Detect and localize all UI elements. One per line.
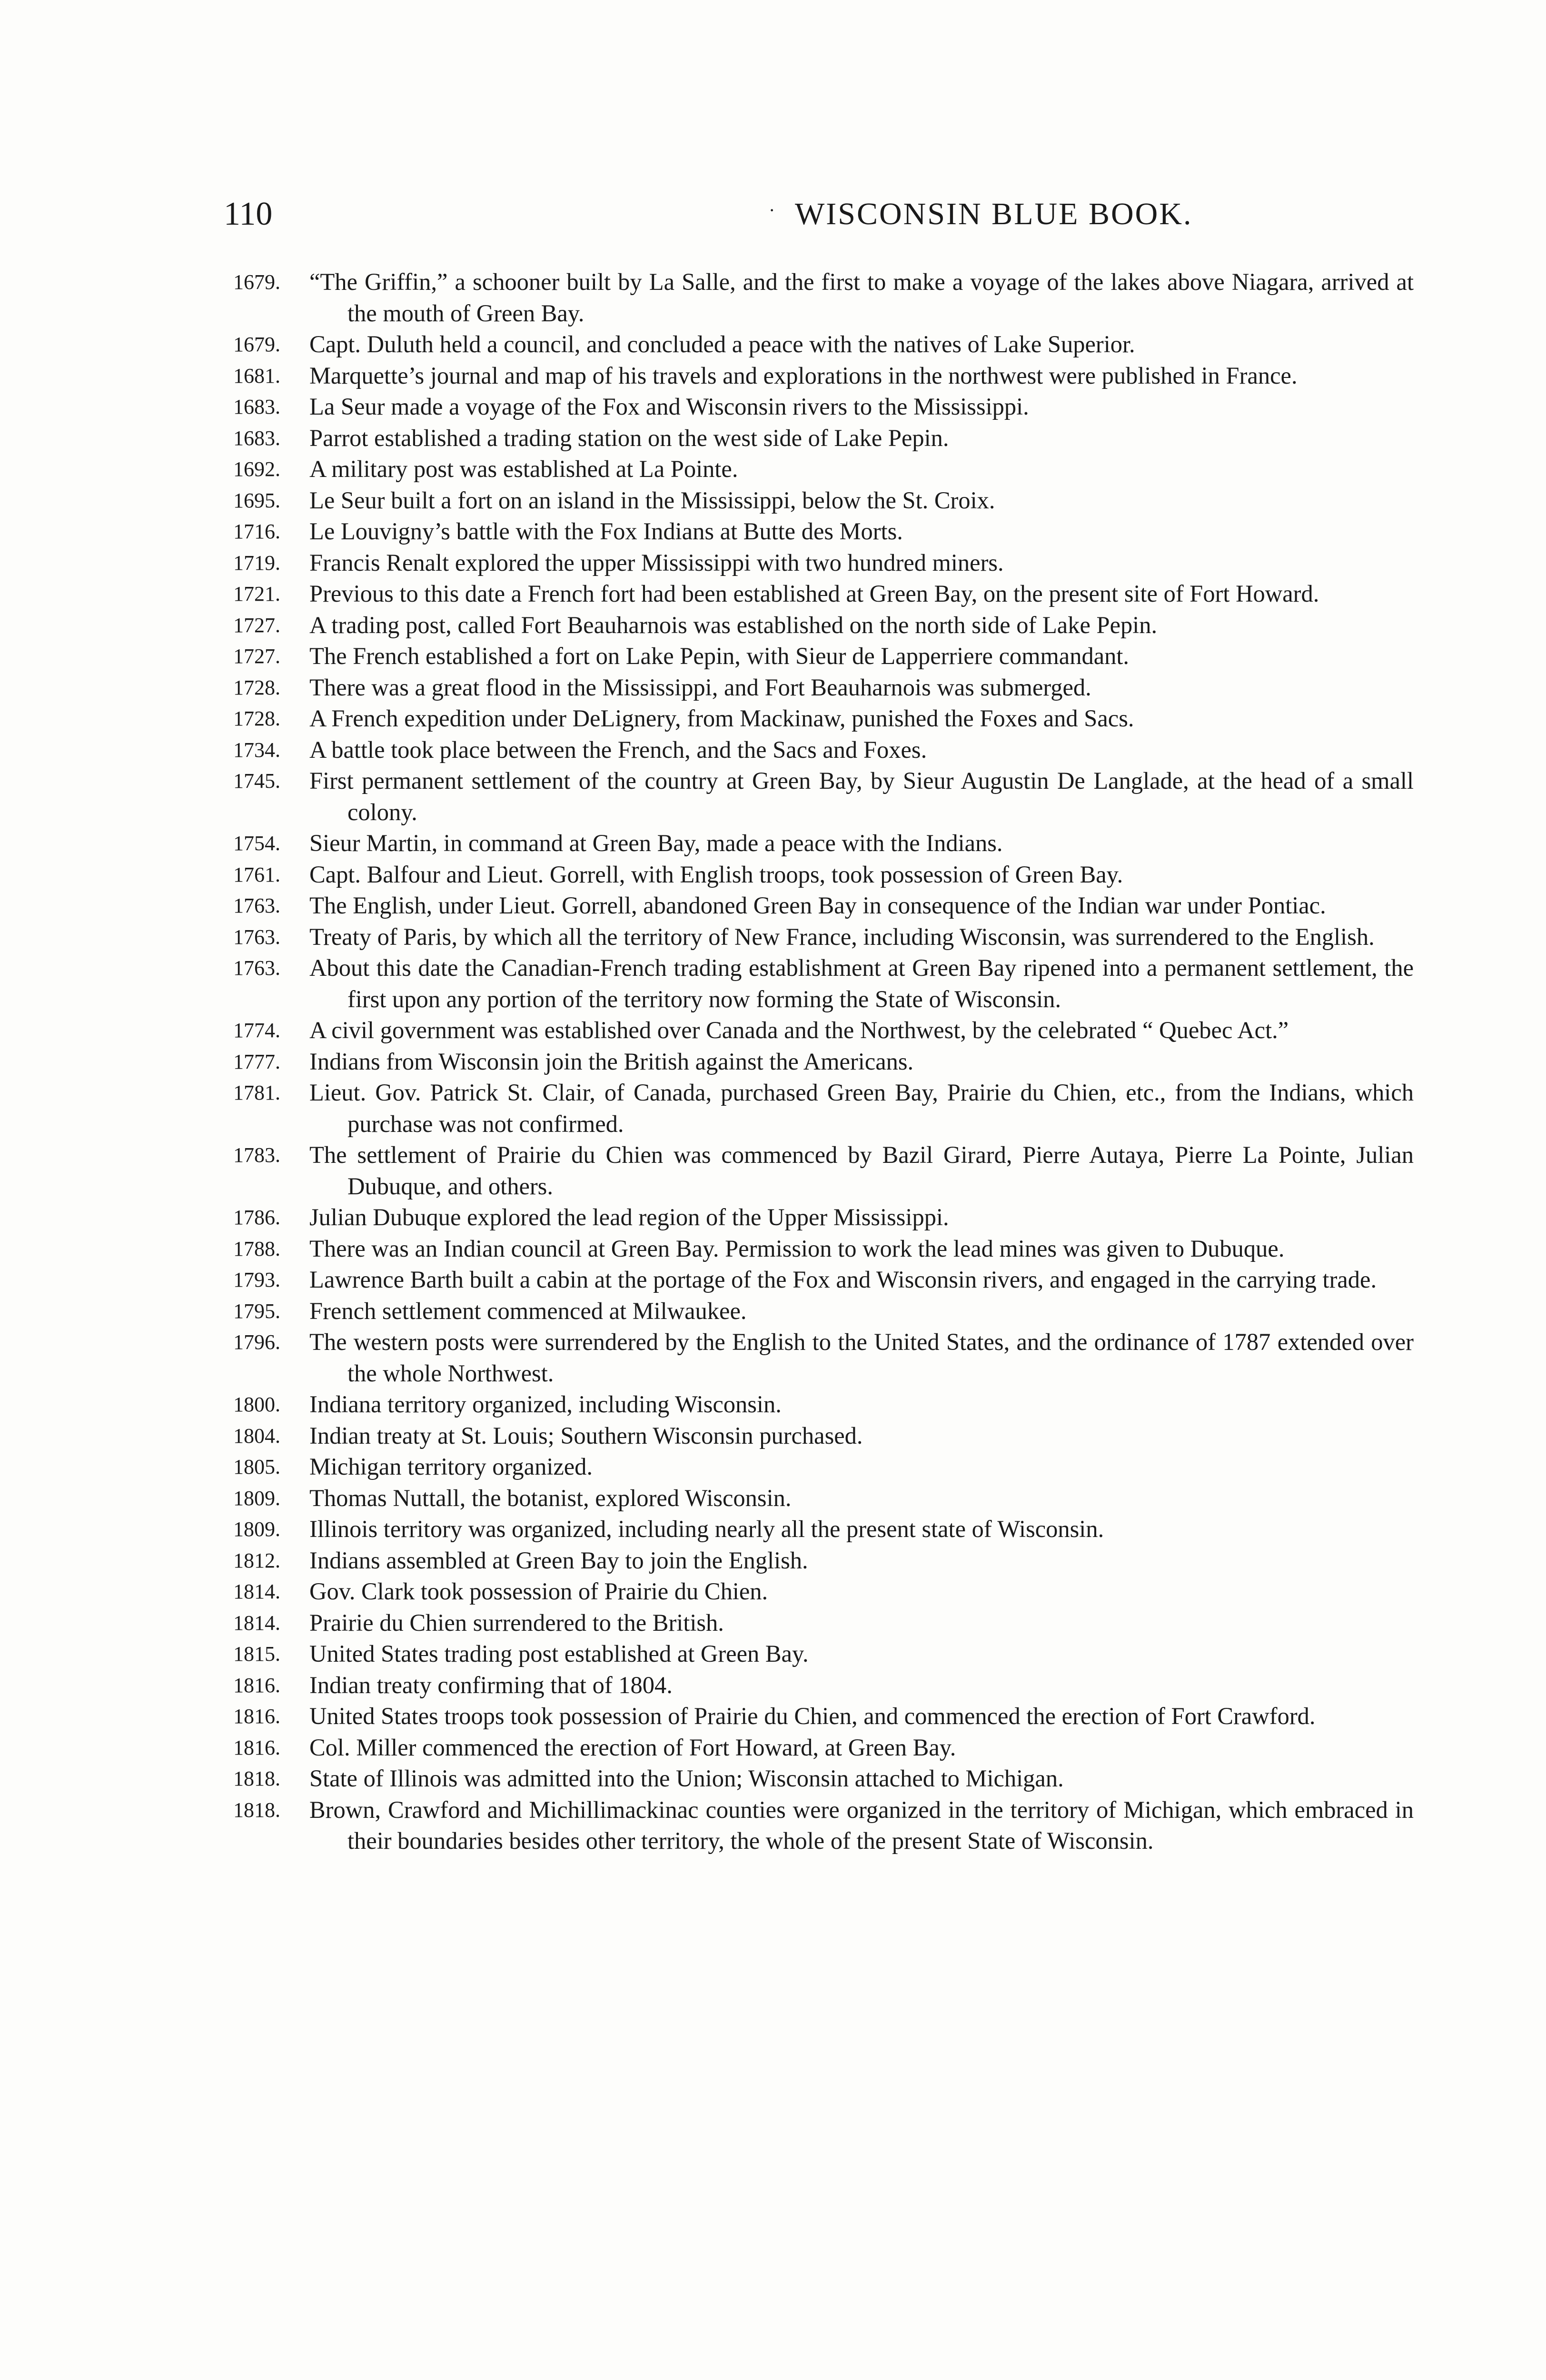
chronology-entry (214, 267, 1414, 329)
entry-text: About this date the Canadian-French trading establishment at Green Bay ripened into a permanent settlement, the first upon any portion of the territory now forming the State of Wisconsin. (309, 954, 1414, 1012)
chronology-entry (214, 922, 1414, 953)
entry-year: 1727. (233, 613, 280, 637)
chronology-list (214, 267, 1414, 1857)
entry-year: 1728. (233, 707, 280, 730)
entry-year: 1679. (233, 333, 280, 356)
chronology-entry (214, 1514, 1414, 1545)
entry-year: 1816. (233, 1735, 280, 1759)
entry-year: 1727. (233, 645, 280, 668)
entry-text: The western posts were surrendered by the English to the United States, and the ordinance of 1787 extended over the whole Northwest. (309, 1329, 1414, 1387)
entry-text: Lawrence Barth built a cabin at the portage of the Fox and Wisconsin rivers, and engaged in the carrying trade. (309, 1266, 1377, 1293)
chronology-entry (214, 547, 1414, 579)
entry-year: 1781. (233, 1081, 280, 1104)
chronology-entry (214, 1264, 1414, 1296)
chronology-entry (214, 828, 1414, 859)
entry-year: 1774. (233, 1019, 280, 1042)
chronology-entry (214, 859, 1414, 891)
entry-text: Michigan territory organized. (309, 1453, 593, 1480)
entry-text: La Seur made a voyage of the Fox and Wisconsin rivers to the Mississippi. (309, 393, 1029, 420)
entry-text: United States trading post established at Green Bay. (309, 1640, 809, 1667)
chronology-entry (214, 1701, 1414, 1732)
chronology-entry (214, 1296, 1414, 1327)
entry-text: Lieut. Gov. Patrick St. Clair, of Canada, purchased Green Bay, Prairie du Chien, etc., from the Indians, which purchase was not confirmed. (309, 1079, 1414, 1137)
chronology-entry (214, 641, 1414, 672)
entry-text: Thomas Nuttall, the botanist, explored Wisconsin. (309, 1484, 792, 1511)
chronology-entry (214, 391, 1414, 423)
entry-text: Brown, Crawford and Michillimackinac counties were organized in the territory of Michigan, which embraced in their boundaries besides other territory, the whole of the present State of Wisconsin. (309, 1796, 1414, 1854)
entry-year: 1763. (233, 894, 280, 917)
chronology-entry (214, 329, 1414, 360)
entry-text: A battle took place between the French, and the Sacs and Foxes. (309, 736, 927, 763)
entry-text: “The Griffin,” a schooner built by La Salle, and the first to make a voyage of the lakes above Niagara, arrived at the mouth of Green Bay. (309, 268, 1414, 327)
entry-year: 1761. (233, 863, 280, 886)
entry-text: Indian treaty confirming that of 1804. (309, 1671, 673, 1698)
entry-text: First permanent settlement of the country at Green Bay, by Sieur Augustin De Langlade, at the head of a small colony. (309, 767, 1414, 825)
entry-year: 1763. (233, 925, 280, 949)
entry-year: 1818. (233, 1798, 280, 1822)
entry-year: 1812. (233, 1548, 280, 1572)
chronology-entry (214, 360, 1414, 392)
chronology-entry (214, 1451, 1414, 1483)
entry-text: Gov. Clark took possession of Prairie du Chien. (309, 1578, 768, 1605)
entry-text: A military post was established at La Pointe. (309, 456, 738, 482)
entry-year: 1814. (233, 1611, 280, 1635)
entry-year: 1681. (233, 364, 280, 387)
chronology-entry (214, 1015, 1414, 1046)
chronology-entry (214, 1795, 1414, 1857)
entry-year: 1745. (233, 769, 280, 793)
entry-year: 1754. (233, 832, 280, 855)
entry-text: Parrot established a trading station on the west side of Lake Pepin. (309, 424, 949, 451)
entry-text: Julian Dubuque explored the lead region of the Upper Mississippi. (309, 1204, 949, 1230)
entry-text: State of Illinois was admitted into the Union; Wisconsin attached to Michigan. (309, 1765, 1064, 1792)
entry-text: A civil government was established over Canada and the Northwest, by the celebrated “ Quebec Act.” (309, 1017, 1289, 1043)
entry-year: 1719. (233, 551, 280, 575)
entry-text: There was an Indian council at Green Bay. Permission to work the lead mines was given to Dubuque. (309, 1235, 1285, 1262)
entry-year: 1809. (233, 1486, 280, 1510)
entry-year: 1679. (233, 270, 280, 294)
entry-year: 1814. (233, 1580, 280, 1603)
entry-year: 1809. (233, 1517, 280, 1541)
entry-text: Indians assembled at Green Bay to join the English. (309, 1547, 808, 1574)
entry-year: 1783. (233, 1143, 280, 1167)
chronology-entry (214, 703, 1414, 734)
chronology-entry (214, 1763, 1414, 1795)
entry-text: The settlement of Prairie du Chien was commenced by Bazil Girard, Pierre Autaya, Pierre La Pointe, Julian Dubuque, and others. (309, 1141, 1414, 1200)
chronology-entry (214, 578, 1414, 610)
entry-year: 1796. (233, 1330, 280, 1354)
entry-year: 1763. (233, 956, 280, 980)
entry-year: 1816. (233, 1705, 280, 1728)
chronology-entry (214, 890, 1414, 922)
chronology-entry (214, 1576, 1414, 1607)
chronology-entry (214, 1140, 1414, 1202)
chronology-entry (214, 734, 1414, 766)
entry-text: Francis Renalt explored the upper Mississippi with two hundred miners. (309, 549, 1004, 576)
entry-year: 1716. (233, 520, 280, 543)
entry-text: Prairie du Chien surrendered to the British. (309, 1609, 724, 1636)
entry-text: Capt. Duluth held a council, and concluded a peace with the natives of Lake Superior. (309, 331, 1135, 357)
entry-year: 1734. (233, 738, 280, 762)
entry-year: 1793. (233, 1268, 280, 1291)
chronology-entry (214, 1420, 1414, 1452)
entry-text: French settlement commenced at Milwaukee. (309, 1297, 747, 1324)
entry-text: Sieur Martin, in command at Green Bay, made a peace with the Indians. (309, 830, 1003, 856)
entry-year: 1692. (233, 457, 280, 481)
entry-year: 1728. (233, 675, 280, 699)
entry-year: 1815. (233, 1642, 280, 1666)
entry-text: Treaty of Paris, by which all the territory of New France, including Wisconsin, was surrendered to the English. (309, 923, 1375, 950)
entry-text: A French expedition under DeLignery, from Mackinaw, punished the Foxes and Sacs. (309, 705, 1134, 732)
chronology-entry (214, 423, 1414, 454)
entry-year: 1683. (233, 395, 280, 418)
chronology-entry (214, 1202, 1414, 1233)
running-title: WISCONSIN BLUE BOOK. (795, 197, 1193, 231)
entry-year: 1800. (233, 1393, 280, 1416)
chronology-entry (214, 454, 1414, 485)
entry-year: 1721. (233, 582, 280, 605)
entry-year: 1777. (233, 1050, 280, 1073)
entry-text: Col. Miller commenced the erection of Fort Howard, at Green Bay. (309, 1734, 956, 1761)
entry-text: Le Louvigny’s battle with the Fox Indians at Butte des Morts. (309, 518, 903, 545)
chronology-entry (214, 1607, 1414, 1639)
chronology-entry (214, 516, 1414, 547)
entry-year: 1816. (233, 1673, 280, 1697)
chronology-entry (214, 485, 1414, 516)
chronology-entry (214, 952, 1414, 1015)
chronology-entry (214, 1545, 1414, 1577)
entry-text: Previous to this date a French fort had been established at Green Bay, on the present site of Fort Howard. (309, 580, 1319, 607)
entry-year: 1695. (233, 488, 280, 512)
entry-text: Marquette’s journal and map of his travels and explorations in the northwest were published in France. (309, 362, 1298, 389)
entry-year: 1805. (233, 1455, 280, 1478)
entry-text: Indians from Wisconsin join the British against the Americans. (309, 1048, 914, 1075)
entry-text: A trading post, called Fort Beauharnois was established on the north side of Lake Pepin. (309, 611, 1158, 638)
entry-text: Indian treaty at St. Louis; Southern Wisconsin purchased. (309, 1422, 863, 1449)
entry-text: Capt. Balfour and Lieut. Gorrell, with English troops, took possession of Green Bay. (309, 861, 1123, 888)
entry-year: 1818. (233, 1767, 280, 1790)
chronology-entry (214, 1389, 1414, 1420)
chronology-entry (214, 1327, 1414, 1389)
entry-year: 1795. (233, 1299, 280, 1323)
chronology-entry (214, 1670, 1414, 1701)
entry-year: 1786. (233, 1206, 280, 1229)
chronology-entry (214, 672, 1414, 704)
chronology-entry (214, 1732, 1414, 1764)
entry-text: The English, under Lieut. Gorrell, abandoned Green Bay in consequence of the Indian war under Pontiac. (309, 892, 1326, 919)
entry-text: United States troops took possession of Prairie du Chien, and commenced the erection of Fort Crawford. (309, 1703, 1316, 1729)
entry-text: Indiana territory organized, including Wisconsin. (309, 1391, 782, 1418)
chronology-entry (214, 1638, 1414, 1670)
stray-mark: · (769, 199, 775, 221)
page-header (224, 190, 1423, 243)
entry-text: Le Seur built a fort on an island in the Mississippi, below the St. Croix. (309, 486, 995, 514)
chronology-entry (214, 1233, 1414, 1265)
entry-text: The French established a fort on Lake Pepin, with Sieur de Lapperriere commandant. (309, 643, 1130, 669)
entry-year: 1683. (233, 426, 280, 450)
entry-year: 1804. (233, 1424, 280, 1448)
chronology-entry (214, 1483, 1414, 1514)
chronology-entry (214, 1046, 1414, 1078)
chronology-entry (214, 1077, 1414, 1140)
entry-year: 1788. (233, 1237, 280, 1260)
entry-text: There was a great flood in the Mississippi, and Fort Beauharnois was submerged. (309, 674, 1091, 701)
page-number: 110 (224, 196, 273, 232)
chronology-entry (214, 610, 1414, 641)
chronology-entry (214, 765, 1414, 828)
entry-text: Illinois territory was organized, including nearly all the present state of Wisconsin. (309, 1516, 1104, 1542)
